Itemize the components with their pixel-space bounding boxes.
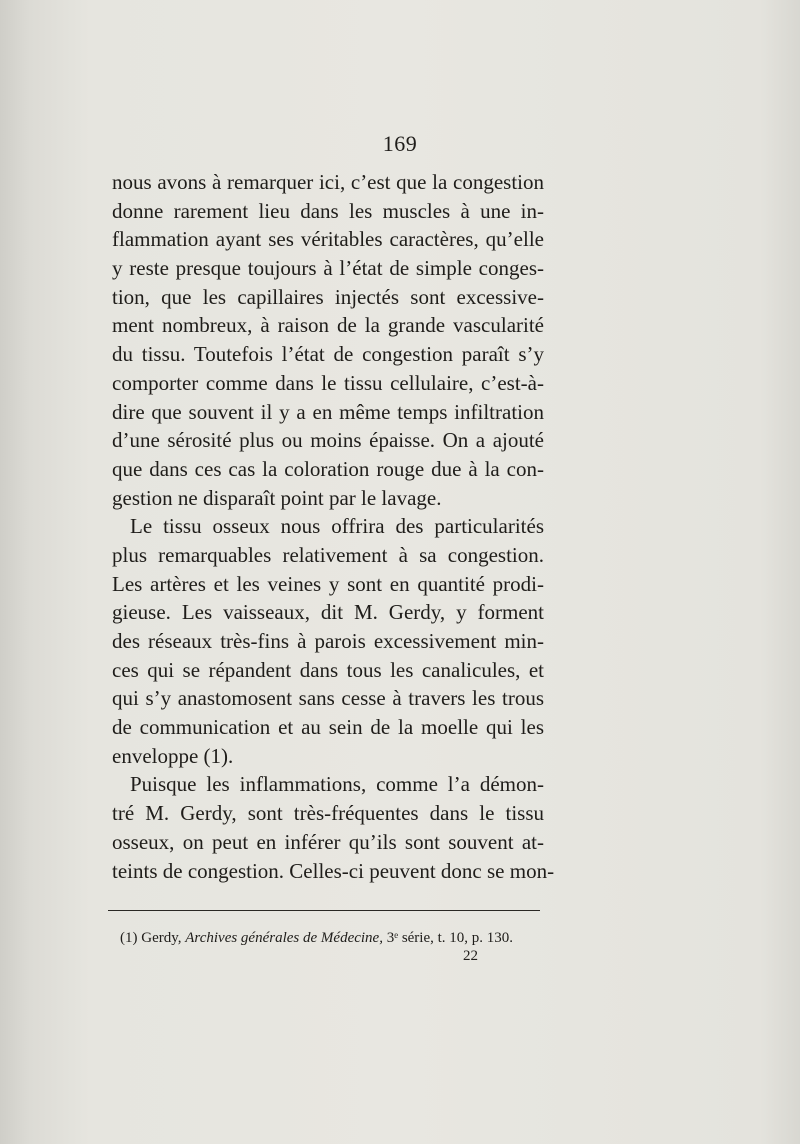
- text-line: de communication et au sein de la moelle qui les: [112, 715, 544, 740]
- text-line: dire que souvent il y a en même temps infiltration: [112, 399, 544, 424]
- text-line: d’une sérosité plus ou moins épaisse. On a ajouté: [112, 428, 544, 453]
- text-line: comporter comme dans le tissu cellulaire, c’est-à-: [112, 370, 544, 395]
- footnote-author: Gerdy,: [141, 930, 182, 946]
- text-line: Puisque les inflammations, comme l’a démon-: [130, 772, 544, 797]
- text-line: osseux, on peut en inférer qu’ils sont souvent at-: [112, 829, 544, 854]
- text-line: ces qui se répandent dans tous les canalicules, et: [112, 657, 544, 682]
- body-text: [112, 168, 555, 885]
- text-line: gieuse. Les vaisseaux, dit M. Gerdy, y forment: [112, 600, 544, 625]
- text-line: Les artères et les veines y sont en quantité prodi-: [112, 571, 544, 596]
- text-line: plus remarquables relativement à sa congestion.: [112, 542, 544, 567]
- text-line: y reste presque toujours à l’état de simple conges-: [112, 256, 544, 281]
- footnote-marker: (1): [120, 930, 138, 946]
- text-line: qui s’y anastomosent sans cesse à travers les trous: [112, 686, 544, 711]
- text-line: du tissu. Toutefois l’état de congestion paraît s’y: [112, 342, 544, 367]
- text-line: teints de congestion. Celles-ci peuvent donc se mon-: [112, 858, 555, 883]
- signature-mark: 22: [463, 948, 478, 964]
- text-line: tré M. Gerdy, sont très-fréquentes dans le tissu: [112, 801, 544, 826]
- footnote: [120, 930, 540, 947]
- footnote-journal: Archives générales de Médecine,: [185, 930, 383, 946]
- text-line: flammation ayant ses véritables caractères, qu’elle: [112, 227, 544, 252]
- text-line: enveloppe (1).: [112, 743, 234, 768]
- text-line: gestion ne disparaît point par le lavage.: [112, 485, 442, 510]
- page-number: 169: [382, 131, 418, 156]
- text-line: tion, que les capillaires injectés sont excessive-: [112, 284, 544, 309]
- text-line: des réseaux très-fins à parois excessivement min-: [112, 629, 544, 653]
- text-line: que dans ces cas la coloration rouge due à la con-: [112, 456, 544, 481]
- text-line: nous avons à remarquer ici, c’est que la congestion: [112, 170, 544, 194]
- text-line: donne rarement lieu dans les muscles à une in-: [112, 198, 544, 223]
- text-line: Le tissu osseux nous offrira des particularités: [130, 514, 544, 539]
- footnote-details: 3ᵉ série, t. 10, p. 130.: [386, 930, 514, 946]
- footnote-divider: [108, 910, 540, 911]
- text-line: ment nombreux, à raison de la grande vascularité: [112, 313, 544, 338]
